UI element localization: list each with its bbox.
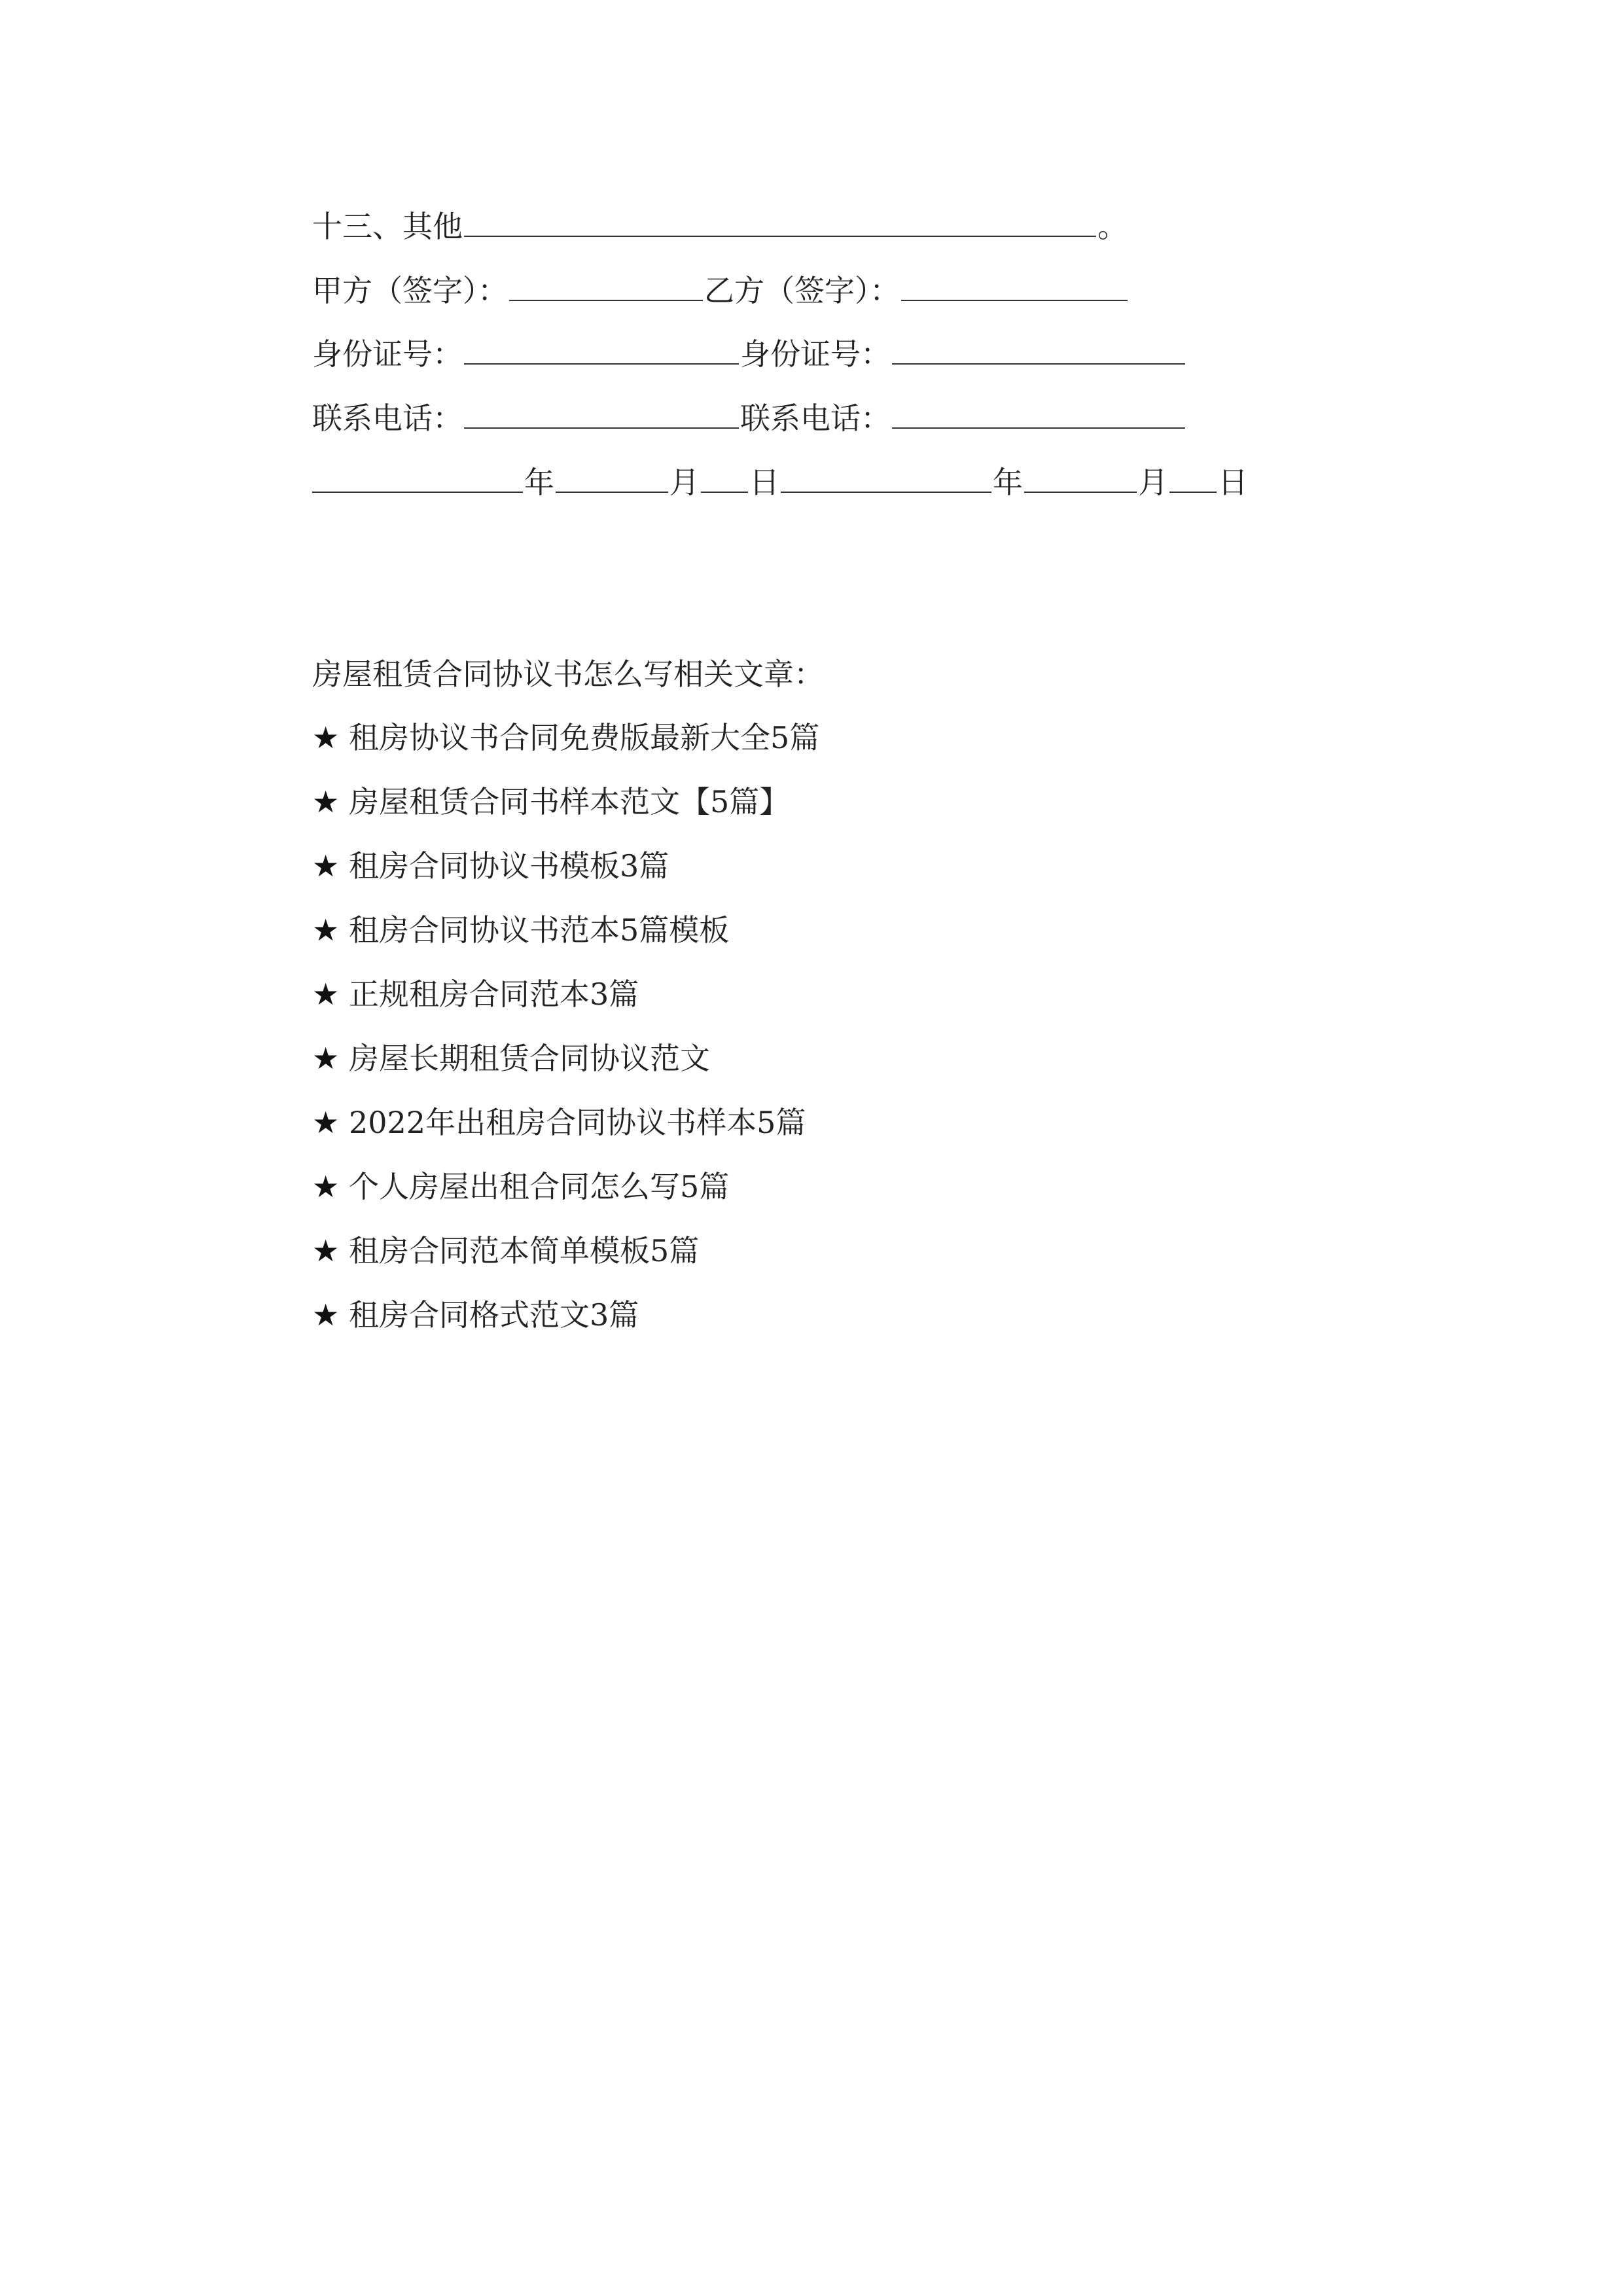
star-icon: ★ <box>312 1105 340 1140</box>
date-b-month: 月 <box>1138 465 1168 500</box>
date-a-month-blank <box>556 463 668 493</box>
related-article-item[interactable] <box>312 1103 819 1167</box>
other-clause-end: 。 <box>1097 209 1128 244</box>
date-b-year: 年 <box>993 465 1023 500</box>
phone-label-b: 联系电话： <box>740 401 891 436</box>
related-article-link[interactable]: 租房合同范本简单模板5篇 <box>349 1233 700 1268</box>
related-article-link[interactable]: 房屋长期租赁合同协议范文 <box>349 1041 710 1076</box>
related-article-item[interactable] <box>312 718 819 782</box>
date-a-day-blank <box>701 463 748 493</box>
related-article-link[interactable]: 租房合同协议书范本5篇模板 <box>349 912 730 948</box>
related-article-item[interactable] <box>312 1231 819 1295</box>
star-icon: ★ <box>312 1233 340 1268</box>
star-icon: ★ <box>312 912 340 948</box>
phone-line <box>312 399 1186 438</box>
related-article-link[interactable]: 房屋租赁合同书样本范文【5篇】 <box>349 784 790 819</box>
id-blank-a <box>464 334 739 365</box>
date-b-year-blank <box>781 463 991 493</box>
party-b-sign-label: 乙方（签字）： <box>704 273 900 308</box>
related-article-item[interactable] <box>312 1167 819 1231</box>
id-blank-b <box>892 334 1185 365</box>
id-label-b: 身份证号： <box>740 336 891 372</box>
star-icon: ★ <box>312 784 340 819</box>
related-article-item[interactable] <box>312 1039 819 1103</box>
signature-line <box>312 271 1129 310</box>
related-article-link[interactable]: 租房合同格式范文3篇 <box>349 1297 639 1333</box>
related-article-item[interactable] <box>312 782 819 846</box>
related-articles-title: 房屋租赁合同协议书怎么写相关文章： <box>312 656 824 692</box>
date-a-year-blank <box>312 463 523 493</box>
other-clause-blank <box>464 207 1096 237</box>
other-clause-line <box>312 207 1128 246</box>
id-number-line <box>312 334 1186 374</box>
related-article-link[interactable]: 租房协议书合同免费版最新大全5篇 <box>349 720 820 755</box>
related-article-link[interactable]: 个人房屋出租合同怎么写5篇 <box>349 1169 730 1204</box>
phone-blank-b <box>892 399 1185 429</box>
party-a-sign-label: 甲方（签字）： <box>312 273 508 308</box>
related-article-item[interactable] <box>312 975 819 1039</box>
other-clause-label: 十三、其他 <box>312 209 463 244</box>
related-article-item[interactable] <box>312 1295 819 1359</box>
date-b-day-blank <box>1169 463 1217 493</box>
party-b-sign-blank <box>901 271 1128 301</box>
related-article-link[interactable]: 2022年出租房合同协议书样本5篇 <box>349 1105 806 1140</box>
phone-blank-a <box>464 399 739 429</box>
related-article-link[interactable]: 正规租房合同范本3篇 <box>349 977 639 1012</box>
date-b-month-blank <box>1024 463 1137 493</box>
star-icon: ★ <box>312 848 340 884</box>
phone-label-a: 联系电话： <box>312 401 463 436</box>
party-a-sign-blank <box>509 271 703 301</box>
star-icon: ★ <box>312 1169 340 1204</box>
date-a-month: 月 <box>669 465 700 500</box>
star-icon: ★ <box>312 1041 340 1076</box>
star-icon: ★ <box>312 1297 340 1333</box>
date-a-day: 日 <box>749 465 779 500</box>
date-line <box>312 463 1248 502</box>
related-articles-list <box>312 718 819 1359</box>
related-article-item[interactable] <box>312 846 819 910</box>
related-article-item[interactable] <box>312 910 819 975</box>
date-b-day: 日 <box>1218 465 1248 500</box>
id-label-a: 身份证号： <box>312 336 463 372</box>
star-icon: ★ <box>312 977 340 1012</box>
star-icon: ★ <box>312 720 340 755</box>
date-a-year: 年 <box>524 465 554 500</box>
related-article-link[interactable]: 租房合同协议书模板3篇 <box>349 848 669 884</box>
